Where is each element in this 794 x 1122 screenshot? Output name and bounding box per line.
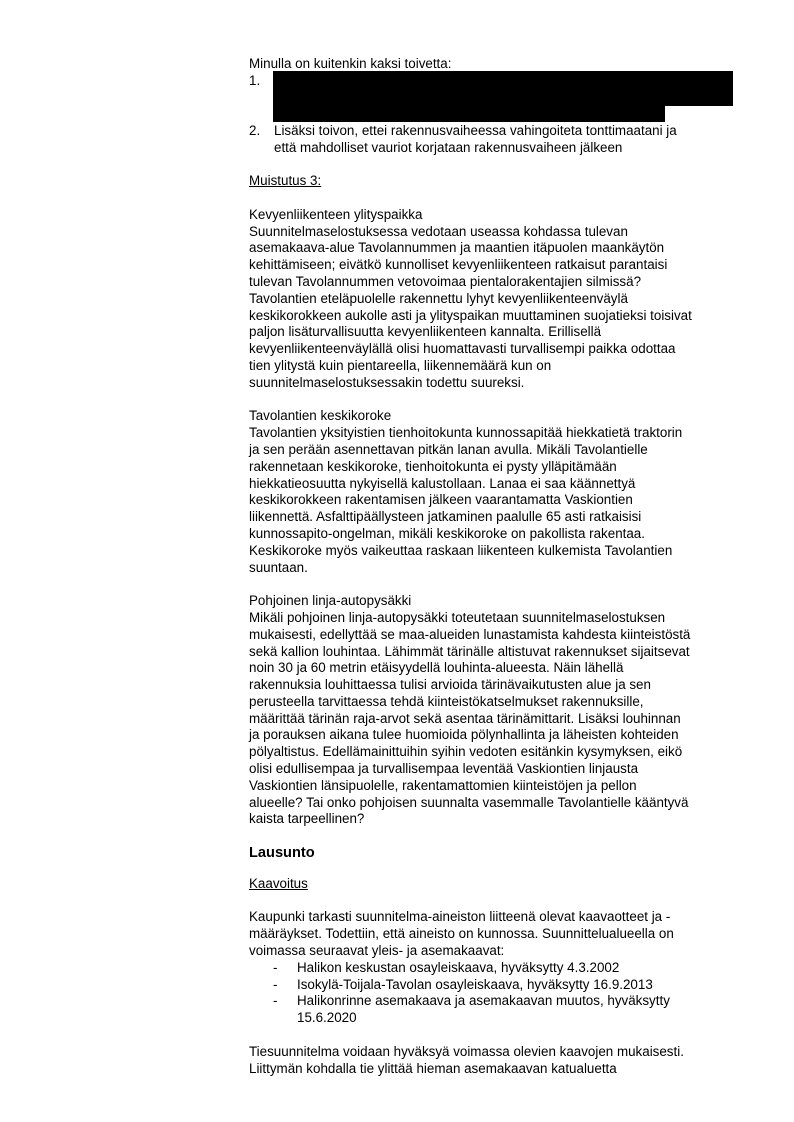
plan-line: Isokylä-Toijala-Tavolan osayleiskaava, hyväksytty 16.9.2013 (297, 976, 653, 992)
paragraph-line: mukaisesti, edellyttää se maa-alueiden lunastamista kahdesta kiinteistöstä (249, 626, 691, 642)
paragraph-line: kehittämiseen; eivätkö kunnolliset kevyenliikenteen ratkaisut parantaisi (249, 257, 668, 273)
plan-line: Halikonrinne asemakaava ja asemakaavan muutos, hyväksytty (297, 993, 670, 1009)
paragraph-line: määräykset. Todettiin, että aineisto on kunnossa. Suunnittelualueella on (249, 926, 674, 942)
paragraph-line: sekä kallion louhintaa. Lähimmät tärinälle altistuvat rakennukset sijaitsevat (249, 643, 690, 659)
paragraph-line: voimassa seuraavat yleis- ja asemakaavat: (249, 943, 505, 959)
paragraph-line: olisi edullisempaa ja turvallisempaa leventää Vaskiontien linjausta (249, 761, 639, 777)
statement-heading: Lausunto (249, 845, 315, 862)
paragraph-line: ja porauksen aikana tulee huomioida pölynhallinta ja läheisten kohteiden (249, 727, 679, 743)
paragraph-line: Kaupunki tarkasti suunnitelma-aineiston liitteenä olevat kaavaotteet ja - (249, 909, 671, 925)
paragraph-line: Keskikoroke myös vaikeuttaa raskaan liikenteen kulkemista Tavolantien (249, 542, 673, 558)
zoning-heading: Kaavoitus (249, 875, 308, 891)
paragraph-line: rakennuksia louhittaessa tulisi arvioida tärinävaikutusten alue ja sen (249, 677, 651, 693)
paragraph-line: hiekkatieosuutta nykyisellä kalustollaan. Lanaa ei saa käännettyä (249, 475, 636, 491)
list-dash: - (273, 993, 278, 1009)
paragraph-line: kevyenliikenteenväylällä olisi huomattavasti turvallisempi paikka odottaa (249, 341, 676, 357)
wish-line: Lisäksi toivon, ettei rakennusvaiheessa vahingoiteta tonttimaatani ja (274, 122, 677, 138)
plan-list-item (249, 960, 749, 977)
wish-item-2 (249, 123, 749, 157)
reminder-title: Muistutus 3: (249, 173, 322, 189)
paragraph-line: Vaskiontien länsipuolelle, rakentamattomien kiinteistöjen ja pellon (249, 777, 637, 793)
paragraph-line: liikennettä. Asfalttipäällysteen jatkaminen paalulle 65 asti ratkaisisi (249, 509, 642, 525)
list-dash: - (273, 959, 278, 975)
paragraph-line: Liittymän kohdalla tie ylittää hieman asemakaavan katualuetta (249, 1060, 617, 1076)
paragraph-line: Tiesuunnitelma voidaan hyväksyä voimassa olevien kaavojen mukaisesti. (249, 1043, 684, 1059)
section-heading: Kevyenliikenteen ylityspaikka (249, 206, 423, 222)
paragraph-line: perusteella tarvittaessa tehdä kiinteistökatselmukset rakennuksille, (249, 693, 644, 709)
paragraph-line: kaista tarpeellinen? (249, 811, 365, 827)
paragraph-line: noin 30 ja 60 metrin etäisyydellä louhinta-alueesta. Näin lähellä (249, 660, 624, 676)
plan-line: Halikon keskustan osayleiskaava, hyväksytty 4.3.2002 (297, 959, 620, 975)
paragraph-line: suunnitelmaselostuksessakin todettu suureksi. (249, 374, 525, 390)
paragraph-line: keskikorokkeen rakentamisen jälkeen vaarantamatta Vaskiontien (249, 492, 633, 508)
list-dash: - (273, 976, 278, 992)
plan-list-item (249, 993, 749, 1027)
paragraph-line: alueelle? Tai onko pohjoisen suunnalta vasemmalle Tavolantielle kääntyvä (249, 794, 689, 810)
wish-number: 2. (249, 122, 261, 138)
paragraph-line: kunnossapito-ongelman, mikäli keskikoroke on pakollista rakentaa. (249, 525, 645, 541)
paragraph-line: tien ylitystä kuin pientareella, liikennemäärä kun on (249, 357, 552, 373)
paragraph-line: rakennetaan keskikoroke, tienhoitokunta ei pysty ylläpitämään (249, 458, 617, 474)
paragraph-line: ja sen perään asennettavan pitkän lanan avulla. Mikäli Tavolantielle (249, 441, 648, 457)
document-page (249, 56, 749, 1077)
paragraph-line: tulevan Tavolannummen vetovoimaa pientalorakentajien silmissä? (249, 273, 642, 289)
wish-number: 1. (249, 72, 261, 88)
intro-text: Minulla on kuitenkin kaksi toivetta: (249, 56, 452, 71)
paragraph-line: pölyaltistus. Edellämainittuihin syihin vedoten esitänkin kysymyksen, eikö (249, 744, 683, 760)
section-heading: Tavolantien keskikoroke (249, 408, 392, 424)
paragraph-line: Tavolantien eteläpuolelle rakennettu lyhyt kevyenliikenteenväylä (249, 290, 628, 306)
paragraph-line: Tavolantien yksityistien tienhoitokunta kunnossapitää hiekkatietä traktorin (249, 425, 683, 441)
paragraph-line: keskikorokkeen aukolle asti ja ylityspaikan muuttaminen suojatieksi toisivat (249, 307, 692, 323)
paragraph-line: suuntaan. (249, 559, 308, 575)
paragraph-line: Suunnitelmaselostuksessa vedotaan useassa kohdassa tulevan (249, 223, 628, 239)
paragraph-line: paljon lisäturvallisuutta kevyenliikenteen kannalta. Erillisellä (249, 324, 602, 340)
wish-item-1 (249, 73, 749, 123)
section-heading: Pohjoinen linja-autopysäkki (249, 593, 412, 609)
plan-list-item (249, 977, 749, 994)
paragraph-line: Mikäli pohjoinen linja-autopysäkki toteutetaan suunnitelmaselostuksen (249, 609, 666, 625)
paragraph-line: määrittää tärinän raja-arvot sekä asentaa tärinämittarit. Lisäksi louhinnan (249, 710, 681, 726)
plan-line: 15.6.2020 (297, 1010, 357, 1026)
paragraph-line: asemakaava-alue Tavolannummen ja maantien itäpuolen maankäytön (249, 240, 665, 256)
wish-line: että mahdolliset vauriot korjataan rakennusvaiheen jälkeen (274, 139, 623, 155)
